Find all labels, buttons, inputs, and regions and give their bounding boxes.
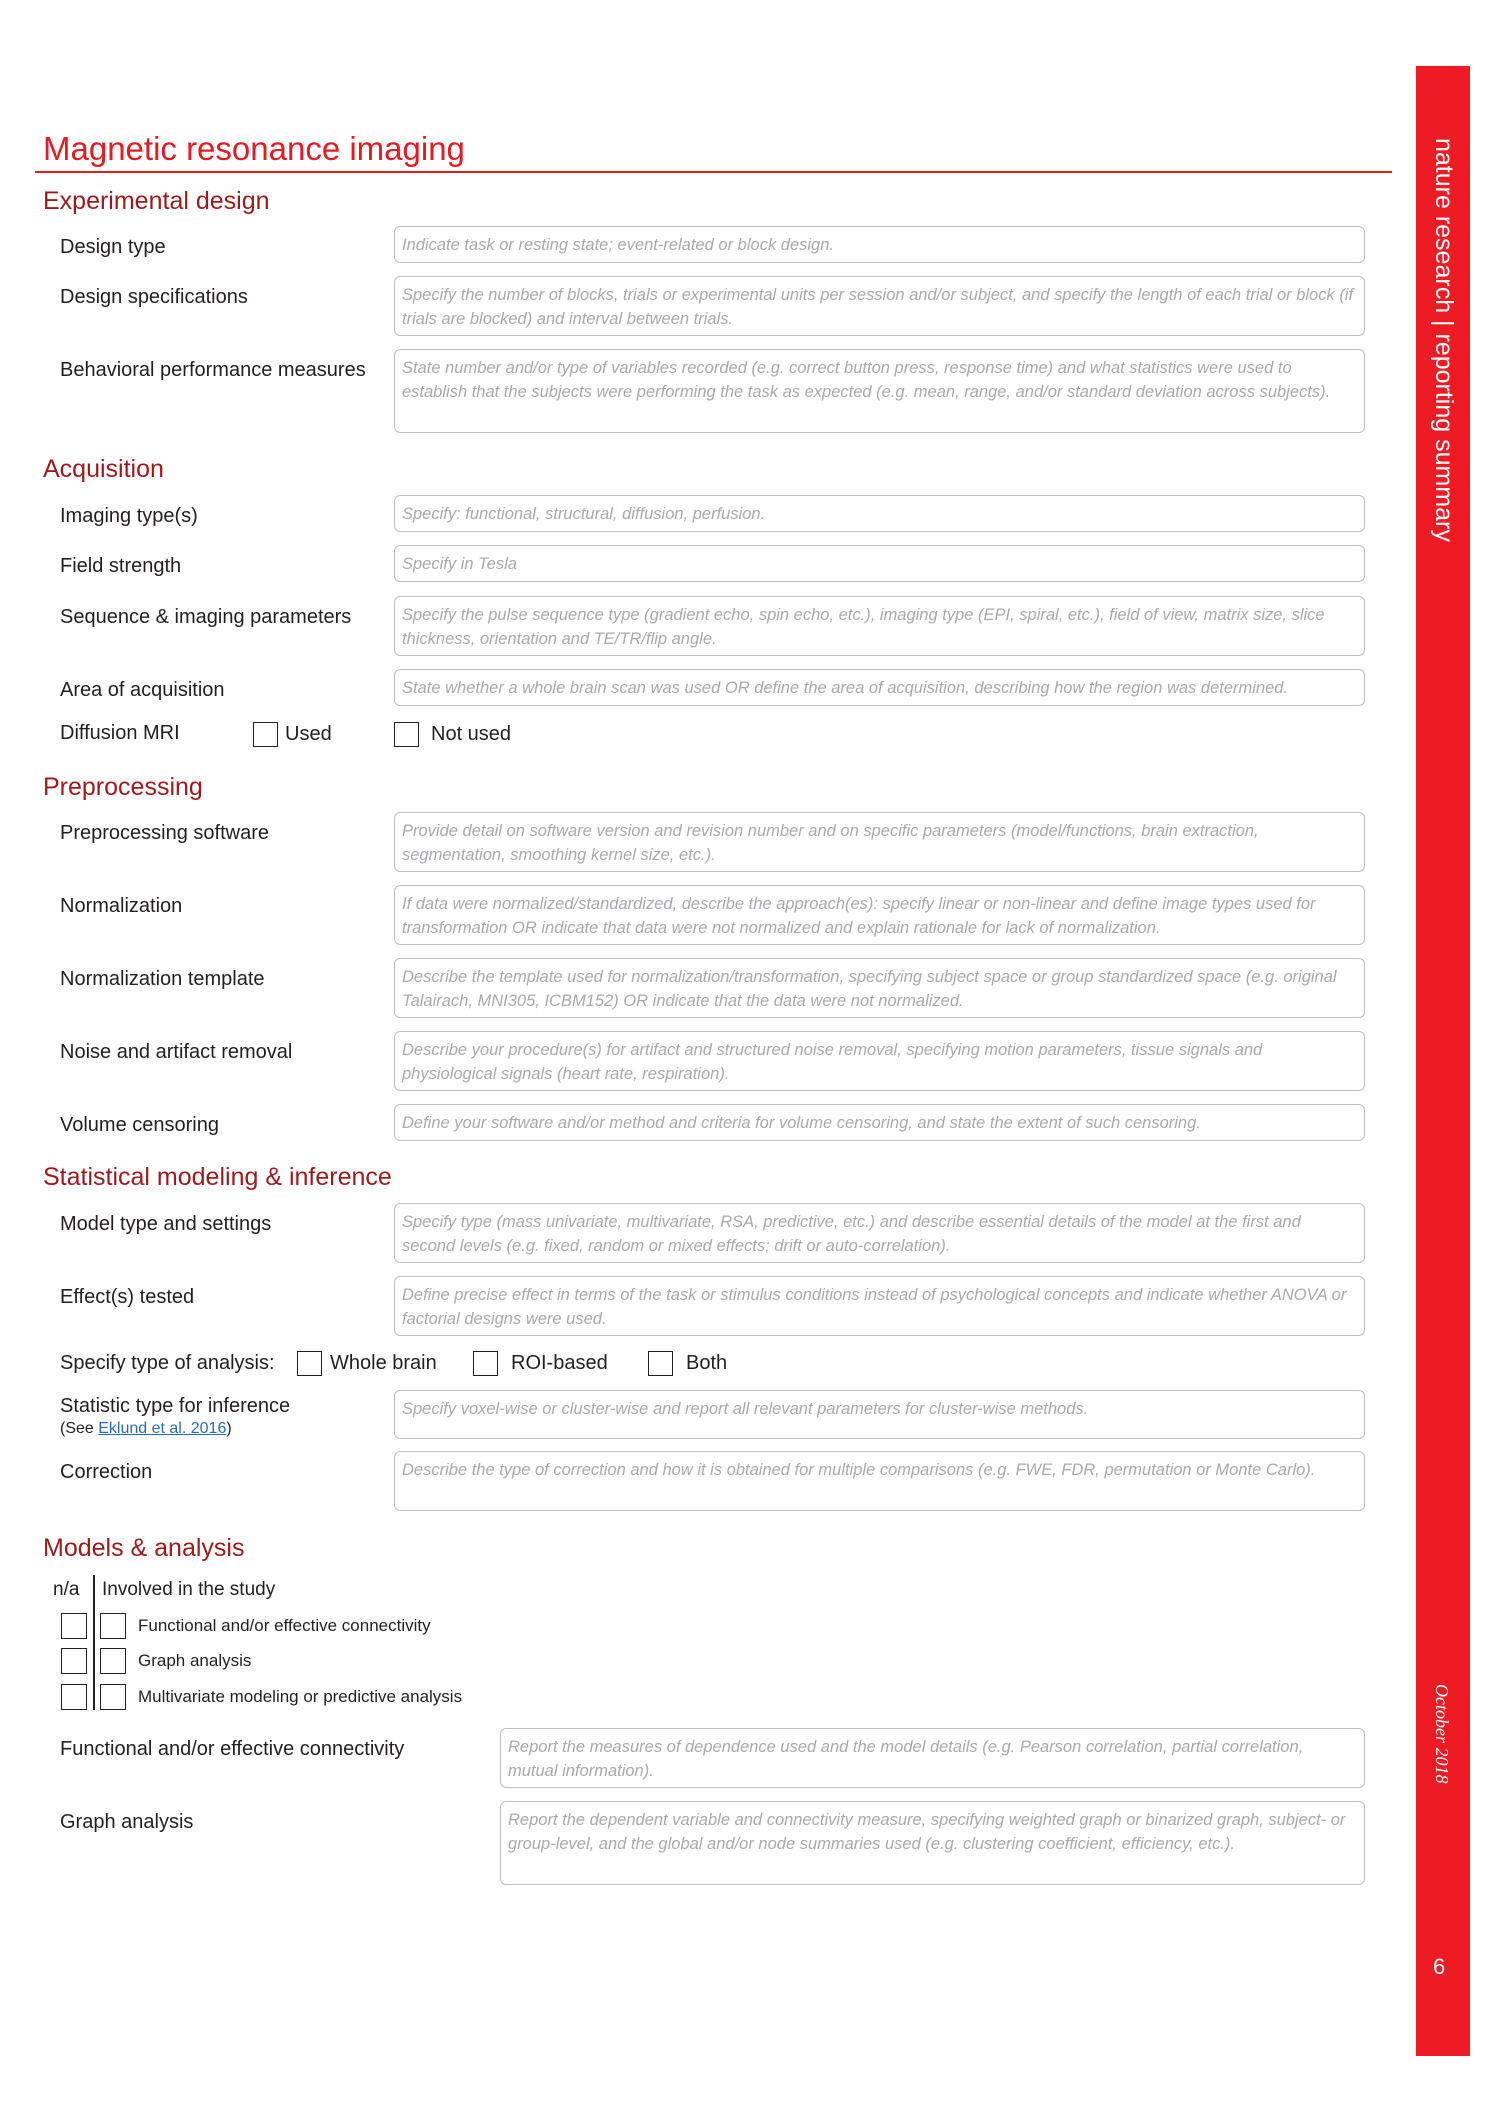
censoring-label: Volume censoring bbox=[60, 1114, 219, 1136]
roi-based-label: ROI-based bbox=[511, 1352, 608, 1374]
connectivity-field[interactable]: Report the measures of dependence used and the model details (e.g. Pearson correlation, partial correlation, mutual information). bbox=[500, 1728, 1365, 1788]
connectivity-na-checkbox[interactable] bbox=[61, 1613, 87, 1639]
behavioral-measures-field[interactable]: State number and/or type of variables recorded (e.g. correct button press, response time) and what statistics were used to establish that the subjects were performing the task as expected (e.g. mean, range, and/or standard deviation across subjects). bbox=[394, 349, 1365, 433]
diffusion-used-checkbox[interactable] bbox=[253, 722, 278, 747]
imaging-types-field[interactable]: Specify: functional, structural, diffusion, perfusion. bbox=[394, 495, 1365, 532]
title-divider bbox=[35, 171, 1392, 173]
correction-label: Correction bbox=[60, 1461, 153, 1483]
statistic-type-field[interactable]: Specify voxel-wise or cluster-wise and report all relevant parameters for cluster-wise methods. bbox=[394, 1390, 1365, 1439]
graph-involved-checkbox[interactable] bbox=[100, 1648, 126, 1674]
note-prefix: (See bbox=[60, 1420, 99, 1437]
diffusion-label: Diffusion MRI bbox=[60, 722, 180, 744]
model-field[interactable]: Specify type (mass univariate, multivariate, RSA, predictive, etc.) and describe essential details of the model at the first and second levels (e.g. fixed, random or mixed effects; drift or auto-correlation). bbox=[394, 1203, 1365, 1263]
diffusion-not-used-checkbox[interactable] bbox=[394, 722, 419, 747]
diffusion-not-used-label: Not used bbox=[431, 723, 512, 745]
software-field[interactable]: Provide detail on software version and revision number and on specific parameters (model/functions, brain extraction, segmentation, smoothing kernel size, etc.). bbox=[394, 812, 1365, 872]
sidebar-date: October 2018 bbox=[1432, 1684, 1452, 1784]
whole-brain-label: Whole brain bbox=[330, 1352, 437, 1374]
normalization-label: Normalization bbox=[60, 895, 183, 917]
connectivity-item-label: Functional and/or effective connectivity bbox=[138, 1616, 431, 1635]
graph-label: Graph analysis bbox=[60, 1811, 194, 1833]
design-type-field[interactable]: Indicate task or resting state; event-related or block design. bbox=[394, 226, 1365, 263]
area-label: Area of acquisition bbox=[60, 679, 225, 701]
section-models: Models & analysis bbox=[43, 1534, 245, 1562]
statistic-type-note bbox=[60, 1420, 232, 1438]
multivariate-item-label: Multivariate modeling or predictive analysis bbox=[138, 1687, 463, 1706]
censoring-field[interactable]: Define your software and/or method and criteria for volume censoring, and state the extent of such censoring. bbox=[394, 1104, 1365, 1141]
roi-based-checkbox[interactable] bbox=[473, 1351, 498, 1376]
field-strength-field[interactable]: Specify in Tesla bbox=[394, 545, 1365, 582]
section-acquisition: Acquisition bbox=[43, 455, 164, 483]
page-title: Magnetic resonance imaging bbox=[43, 130, 465, 167]
behavioral-measures-label: Behavioral performance measures bbox=[60, 359, 366, 381]
graph-field[interactable]: Report the dependent variable and connectivity measure, specifying weighted graph or binarized graph, subject- or group-level, and the global and/or node summaries used (e.g. clustering coefficient, efficiency, etc.). bbox=[500, 1801, 1365, 1885]
column-divider bbox=[93, 1575, 95, 1710]
graph-na-checkbox[interactable] bbox=[61, 1648, 87, 1674]
diffusion-used-label: Used bbox=[285, 723, 332, 745]
section-statistical: Statistical modeling & inference bbox=[43, 1163, 392, 1191]
template-label: Normalization template bbox=[60, 968, 265, 990]
whole-brain-checkbox[interactable] bbox=[297, 1351, 322, 1376]
effects-field[interactable]: Define precise effect in terms of the task or stimulus conditions instead of psychological concepts and indicate whether ANOVA or factorial designs were used. bbox=[394, 1276, 1365, 1336]
effects-label: Effect(s) tested bbox=[60, 1286, 195, 1308]
model-label: Model type and settings bbox=[60, 1213, 272, 1235]
section-experimental-design: Experimental design bbox=[43, 187, 270, 215]
connectivity-label: Functional and/or effective connectivity bbox=[60, 1738, 405, 1760]
eklund-link[interactable]: Eklund et al. 2016 bbox=[98, 1420, 227, 1437]
graph-item-label: Graph analysis bbox=[138, 1651, 252, 1670]
both-checkbox[interactable] bbox=[648, 1351, 673, 1376]
page-number: 6 bbox=[1433, 1954, 1446, 1979]
design-specifications-label: Design specifications bbox=[60, 286, 248, 308]
sequence-params-field[interactable]: Specify the pulse sequence type (gradient echo, spin echo, etc.), imaging type (EPI, spiral, etc.), field of view, matrix size, slice thickness, orientation and TE/TR/flip angle. bbox=[394, 596, 1365, 656]
na-header: n/a bbox=[53, 1579, 80, 1600]
field-strength-label: Field strength bbox=[60, 555, 182, 577]
both-label: Both bbox=[686, 1352, 728, 1374]
software-label: Preprocessing software bbox=[60, 822, 269, 844]
design-type-label: Design type bbox=[60, 236, 166, 258]
connectivity-involved-checkbox[interactable] bbox=[100, 1613, 126, 1639]
statistic-type-label: Statistic type for inference bbox=[60, 1395, 291, 1417]
normalization-field[interactable]: If data were normalized/standardized, describe the approach(es): specify linear or non-linear and define image types used for transformation OR indicate that data were not normalized and explain rationale for lack of normalization. bbox=[394, 885, 1365, 945]
noise-label: Noise and artifact removal bbox=[60, 1041, 293, 1063]
template-field[interactable]: Describe the template used for normalization/transformation, specifying subject space or group standardized space (e.g. original Talairach, MNI305, ICBM152) OR indicate that the data were not normalized. bbox=[394, 958, 1365, 1018]
note-suffix: ) bbox=[226, 1420, 232, 1437]
area-field[interactable]: State whether a whole brain scan was used OR define the area of acquisition, describing how the region was determined. bbox=[394, 669, 1365, 706]
multivariate-involved-checkbox[interactable] bbox=[100, 1684, 126, 1710]
sidebar-title: nature research | reporting summary bbox=[1430, 138, 1458, 542]
imaging-types-label: Imaging type(s) bbox=[60, 505, 198, 527]
design-specifications-field[interactable]: Specify the number of blocks, trials or experimental units per session and/or subject, and specify the length of each trial or block (if trials are blocked) and interval between trials. bbox=[394, 276, 1365, 336]
sequence-params-label: Sequence & imaging parameters bbox=[60, 606, 352, 628]
noise-field[interactable]: Describe your procedure(s) for artifact and structured noise removal, specifying motion parameters, tissue signals and physiological signals (heart rate, respiration). bbox=[394, 1031, 1365, 1091]
multivariate-na-checkbox[interactable] bbox=[61, 1684, 87, 1710]
involved-header: Involved in the study bbox=[102, 1579, 276, 1600]
analysis-type-label: Specify type of analysis: bbox=[60, 1352, 275, 1374]
correction-field[interactable]: Describe the type of correction and how it is obtained for multiple comparisons (e.g. FWE, FDR, permutation or Monte Carlo). bbox=[394, 1451, 1365, 1511]
section-preprocessing: Preprocessing bbox=[43, 773, 203, 801]
